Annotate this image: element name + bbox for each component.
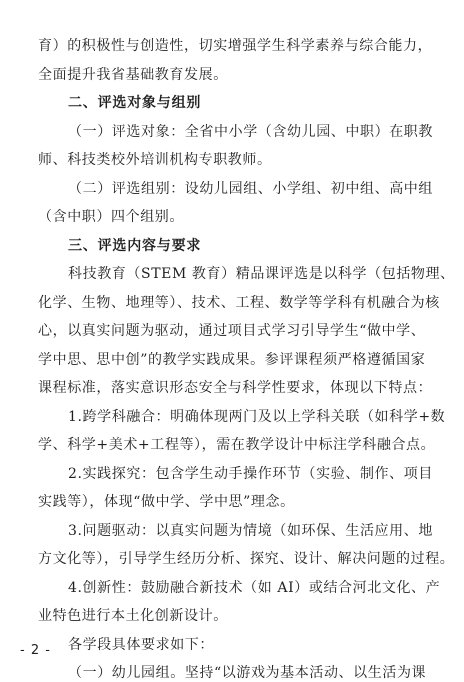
- text-line: （含中职）四个组别。: [38, 209, 184, 225]
- section-heading: 二、评选对象与组别: [68, 95, 202, 111]
- page-number: - 2 -: [20, 643, 51, 658]
- text-line: 科技教育（STEM 教育）精品课评选是以科学（包括物理、: [68, 266, 455, 282]
- text-line: 方文化等），引导学生经历分析、探究、设计、解决问题的过程。: [38, 551, 455, 567]
- text-line: 3.问题驱动：以真实问题为情境（如环保、生活应用、地: [68, 522, 433, 539]
- text-line: 实践等），体现“做中学、学中思”理念。: [38, 494, 295, 510]
- text-line: 化学、生物、地理等）、技术、工程、数学等学科有机融合为核: [38, 294, 440, 311]
- text-line: 各学段具体要求如下：: [68, 636, 214, 653]
- text-line: （二）评选组别：设幼儿园组、小学组、初中组、高中组: [68, 180, 433, 197]
- text-line: 2.实践探究：包含学生动手操作环节（实验、制作、项目: [68, 465, 433, 482]
- text-line: 全面提升我省基础教育发展。: [38, 66, 228, 83]
- text-line: 课程标准，落实意识形态安全与科学性要求，体现以下特点：: [38, 380, 433, 396]
- text-line: 4.创新性：鼓励融合新技术（如 AI）或结合河北文化、产: [68, 579, 441, 596]
- text-line: 学、科学+美术+工程等），需在教学设计中标注学科融合点。: [38, 437, 436, 453]
- text-line: 育）的积极性与创造性，切实增强学生科学素养与综合能力，: [38, 38, 433, 54]
- section-heading: 三、评选内容与要求: [68, 237, 202, 254]
- text-line: 心，以真实问题为驱动，通过项目式学习引导学生“做中学、: [38, 323, 426, 339]
- text-line: 师、科技类校外培训机构专职教师。: [38, 152, 272, 168]
- text-line: 学中思、思中创”的教学实践成果。参评课程须严格遵循国家: [38, 351, 426, 368]
- text-line: （一）评选对象：全省中小学（含幼儿园、中职）在职教: [68, 123, 433, 140]
- text-line: 业特色进行本土化创新设计。: [38, 608, 228, 624]
- text-line: 1.跨学科融合：明确体现两门及以上学科关联（如科学+数: [68, 408, 446, 425]
- text-line: （一）幼儿园组。坚持“以游戏为基本活动、以生活为课: [68, 665, 427, 681]
